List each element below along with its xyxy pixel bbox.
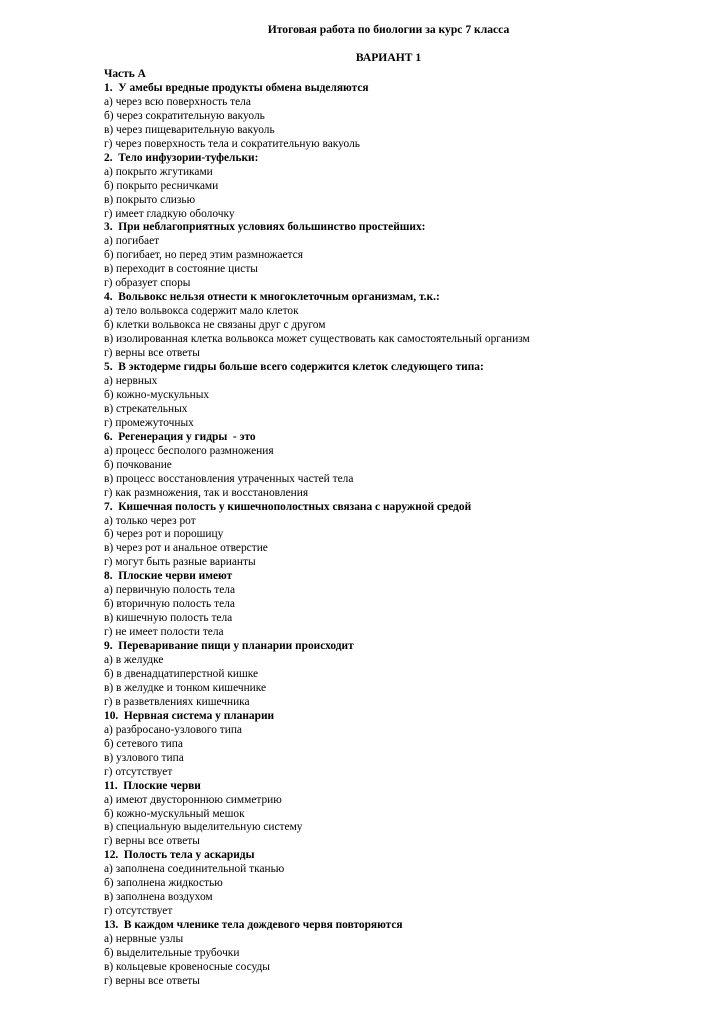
answer-option: а) покрыто жгутиками: [104, 165, 213, 178]
answer-option: б) погибает, но перед этим размножается: [104, 249, 303, 262]
answer-option: б) клетки вольвокса не связаны друг с другом: [104, 319, 326, 332]
answer-option: б) покрыто ресничками: [104, 179, 219, 192]
answer-option: г) верны все ответы: [104, 974, 200, 987]
question-text: 7. Кишечная полость у кишечнополостных связана с наружной средой: [104, 500, 472, 513]
answer-option: б) через рот и порошицу: [104, 528, 224, 541]
answer-option: б) заполнена жидкостью: [104, 877, 223, 890]
question-4: [104, 291, 704, 361]
answer-option: в) через рот и анальное отверстие: [104, 542, 268, 555]
question-2: [104, 152, 704, 222]
answer-option: г) в разветвлениях кишечника: [104, 695, 250, 708]
answer-option: а) нервных: [104, 374, 158, 387]
question-text: 8. Плоские черви имеют: [104, 570, 233, 583]
answer-option: а) только через рот: [104, 514, 196, 527]
question-7: [104, 501, 704, 571]
question-text: 11. Плоские черви: [104, 779, 201, 792]
answer-option: г) отсутствует: [104, 905, 173, 918]
question-text: 9. Переваривание пищи у планарии происходит: [104, 640, 354, 653]
answer-option: г) образует споры: [104, 277, 191, 290]
answer-option: в) процесс восстановления утраченных частей тела: [104, 472, 354, 485]
variant-title: ВАРИАНТ 1: [355, 51, 422, 64]
test-content: [104, 68, 704, 989]
question-3: [104, 221, 704, 291]
question-text: 6. Регенерация у гидры - это: [104, 430, 256, 443]
question-text: 3. При неблагоприятных условиях большинство простейших:: [104, 221, 426, 234]
question-text: 2. Тело инфузории-туфельки:: [104, 151, 259, 164]
answer-option: в) в желудке и тонком кишечнике: [104, 681, 267, 694]
answer-option: в) заполнена воздухом: [104, 891, 213, 904]
answer-option: б) сетевого типа: [104, 737, 183, 750]
question-9: [104, 640, 704, 710]
answer-option: а) погибает: [104, 235, 160, 248]
answer-option: а) в желудке: [104, 654, 164, 667]
answer-option: а) разбросано-узлового типа: [104, 723, 242, 736]
answer-option: а) заполнена соединительной тканью: [104, 863, 285, 876]
answer-option: а) нервные узлы: [104, 933, 184, 946]
answer-option: б) кожно-мускульный мешок: [104, 807, 245, 820]
answer-option: г) как размножения, так и восстановления: [104, 486, 309, 499]
question-text: 5. В эктодерме гидры больше всего содержится клеток следующего типа:: [104, 361, 484, 374]
question-1: [104, 82, 704, 152]
answer-option: а) через всю поверхность тела: [104, 95, 251, 108]
answer-option: в) узлового типа: [104, 751, 184, 764]
answer-option: а) процесс бесполого размножения: [104, 444, 274, 457]
answer-option: в) кольцевые кровеносные сосуды: [104, 961, 270, 973]
answer-option: а) тело вольвокса содержит мало клеток: [104, 305, 299, 318]
answer-option: б) вторичную полость тела: [104, 598, 235, 611]
answer-option: в) кишечную полость тела: [104, 612, 233, 625]
question-10: [104, 710, 704, 780]
document-title: Итоговая работа по биологии за курс 7 класса: [267, 23, 510, 36]
answer-option: г) не имеет полости тела: [104, 626, 224, 639]
answer-option: б) почкование: [104, 458, 172, 471]
answer-option: г) промежуточных: [104, 416, 194, 429]
answer-option: г) могут быть разные варианты: [104, 556, 256, 569]
answer-option: г) верны все ответы: [104, 347, 200, 360]
question-13: [104, 919, 704, 989]
answer-option: в) специальную выделительную систему: [104, 821, 303, 834]
answer-option: а) имеют двустороннюю симметрию: [104, 793, 282, 806]
answer-option: г) отсутствует: [104, 765, 173, 778]
answer-option: б) через сократительную вакуоль: [104, 109, 265, 122]
answer-option: г) через поверхность тела и сократительную вакуоль: [104, 137, 360, 150]
answer-option: в) покрыто слизью: [104, 193, 196, 206]
answer-option: в) стрекательных: [104, 402, 188, 415]
answer-option: в) переходит в состояние цисты: [104, 263, 258, 276]
question-11: [104, 780, 704, 850]
section-label: Часть А: [104, 68, 146, 80]
question-8: [104, 570, 704, 640]
question-text: 4. Вольвокс нельзя отнести к многоклеточным организмам, т.к.:: [104, 291, 440, 304]
answer-option: в) изолированная клетка вольвокса может существовать как самостоятельный организм: [104, 333, 530, 346]
question-text: 10. Нервная система у планарии: [104, 709, 275, 722]
answer-option: б) в двенадцатиперстной кишке: [104, 667, 259, 680]
answer-option: а) первичную полость тела: [104, 584, 236, 597]
answer-option: б) кожно-мускульных: [104, 388, 210, 401]
question-text: 1. У амебы вредные продукты обмена выделяются: [104, 81, 369, 94]
question-6: [104, 431, 704, 501]
question-text: 13. В каждом членике тела дождевого червя повторяются: [104, 919, 403, 932]
question-list: [104, 82, 704, 989]
question-12: [104, 849, 704, 919]
answer-option: б) выделительные трубочки: [104, 947, 240, 960]
answer-option: в) через пищеварительную вакуоль: [104, 123, 275, 136]
answer-option: г) верны все ответы: [104, 835, 200, 848]
question-5: [104, 361, 704, 431]
answer-option: г) имеет гладкую оболочку: [104, 207, 235, 220]
question-text: 12. Полость тела у аскариды: [104, 849, 255, 862]
